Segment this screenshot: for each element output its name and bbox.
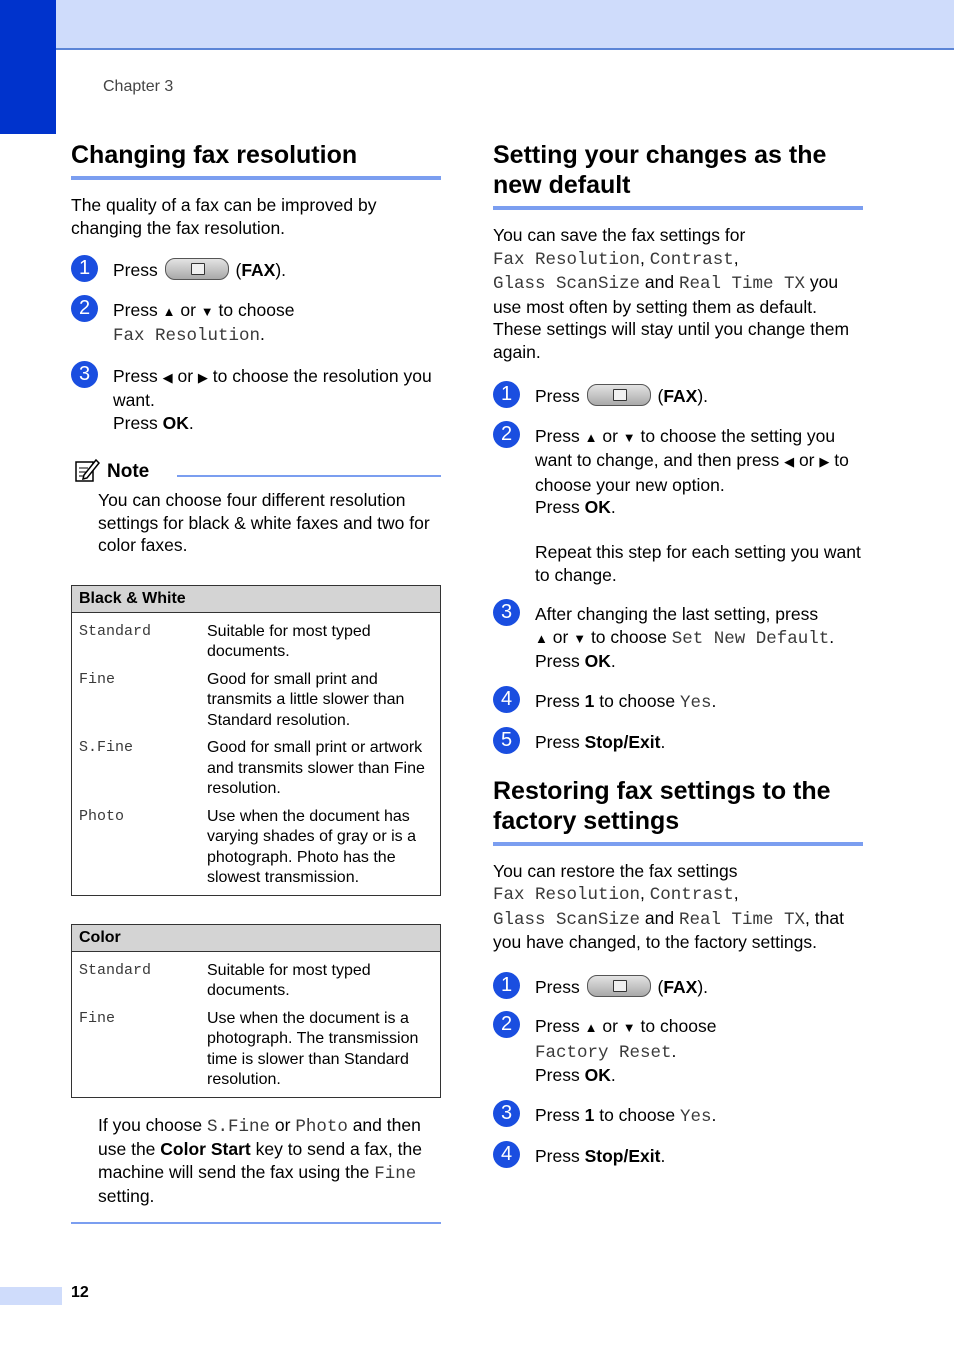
menu-option: Fax Resolution [113, 326, 261, 346]
step-number: 4 [493, 1141, 520, 1168]
steps-list [71, 259, 441, 434]
header-bar [0, 0, 954, 50]
right-column [493, 140, 863, 1185]
note-divider [177, 475, 441, 477]
step-4: 4 Press Stop/Exit. [493, 1145, 863, 1168]
footer-tab [0, 1287, 62, 1305]
step-3: 3 Press ◀ or ▶ to choose the resolution you want. Press OK. [71, 365, 441, 435]
steps-list [493, 973, 863, 1168]
table-row: S.Fine Good for small print or artwork and transmits slower than Fine resolution. [79, 739, 425, 797]
step-number: 2 [493, 1011, 520, 1038]
step-number: 1 [71, 255, 98, 282]
intro-text: You can save the fax settings for Fax Resolution, Contrast, Glass ScanSize and Real Time TX you use most often by setting them as default. These settings will stay until you change them again. [493, 225, 850, 362]
step-1: 1 Press (FAX). [71, 259, 441, 282]
step-2: 2 Press ▲ or ▼ to choose the setting you want to change, and then press ◀ or ▶ to choose your new option. Press OK. Repeat this step for each setting you want to change. [493, 425, 863, 587]
step-number: 5 [493, 727, 520, 754]
table-row: Standard Suitable for most typed documents. [79, 961, 371, 999]
section-title: Setting your changes as the new default [493, 140, 863, 210]
up-arrow-icon: ▲ [535, 630, 548, 646]
fax-button-icon [165, 258, 229, 280]
step-number: 2 [493, 421, 520, 448]
step-4: 4 Press 1 to choose Yes. [493, 690, 863, 715]
left-arrow-icon: ◀ [784, 454, 795, 469]
table-header: Color [72, 924, 441, 951]
note-header [71, 459, 441, 485]
bw-resolution-table [71, 585, 441, 896]
note-text: You can choose four different resolution settings for black & white faxes and two for color faxes. [98, 490, 430, 555]
step-2: 2 Press ▲ or ▼ to choose Fax Resolution. [71, 299, 441, 348]
right-arrow-icon: ▶ [197, 369, 208, 385]
down-arrow-icon: ▼ [573, 630, 587, 646]
section-title: Restoring fax settings to the factory settings [493, 776, 863, 846]
table-header: Black & White [72, 585, 441, 612]
step-1: 1 Press (FAX). [493, 385, 863, 408]
note-pencil-icon [74, 457, 100, 483]
step-3: 3 Press 1 to choose Yes. [493, 1104, 863, 1129]
steps-list [493, 385, 863, 754]
table-row: Fine Use when the document is a photograph. The transmission time is slower than Standard resolution. [79, 1009, 419, 1088]
down-arrow-icon: ▼ [622, 1020, 636, 1035]
menu-option: Yes [679, 1106, 712, 1127]
step-number: 3 [71, 361, 98, 388]
table-row: Standard Suitable for most typed documents. [79, 622, 371, 660]
table-row: Photo Use when the document has varying shades of gray or is a photograph. Photo has the slowest transmission. [79, 807, 416, 886]
step-2: 2 Press ▲ or ▼ to choose Factory Reset. Press OK. [493, 1015, 863, 1087]
left-arrow-icon: ◀ [162, 369, 173, 385]
up-arrow-icon: ▲ [584, 429, 598, 445]
step-number: 3 [493, 599, 520, 626]
color-resolution-table [71, 924, 441, 1098]
step-number: 1 [493, 381, 520, 408]
menu-option: Factory Reset [535, 1042, 672, 1063]
step-number: 2 [71, 295, 98, 322]
intro-text: You can restore the fax settings Fax Resolution, Contrast, Glass ScanSize and Real Time TX, that you have changed, to the factory settings. [493, 860, 844, 952]
menu-option: Set New Default [671, 628, 830, 649]
right-arrow-icon: ▶ [819, 454, 830, 469]
menu-option: Yes [679, 692, 712, 713]
step-1: 1 Press (FAX). [493, 976, 863, 999]
down-arrow-icon: ▼ [622, 429, 636, 445]
chapter-tab [0, 0, 56, 134]
note-label: Note [107, 461, 150, 482]
page-number: 12 [71, 1284, 89, 1301]
table-row: Fine Good for small print and transmits a little slower than Standard resolution. [79, 670, 405, 729]
chapter-label: Chapter 3 [103, 78, 174, 95]
step-5: 5 Press Stop/Exit. [493, 731, 863, 754]
step-number: 3 [493, 1100, 520, 1127]
intro-text: The quality of a fax can be improved by changing the fax resolution. [71, 195, 377, 238]
step-number: 4 [493, 686, 520, 713]
fax-button-icon [587, 384, 651, 406]
fax-button-icon [587, 975, 651, 997]
left-column [71, 140, 441, 1224]
section-title: Changing fax resolution [71, 140, 441, 180]
down-arrow-icon: ▼ [200, 303, 214, 319]
color-start-note: If you choose S.Fine or Photo and then use the Color Start key to send a fax, the machine will send the fax using the Fine setting. [71, 1114, 441, 1224]
up-arrow-icon: ▲ [162, 303, 176, 319]
up-arrow-icon: ▲ [584, 1020, 598, 1035]
note-box [71, 451, 441, 1224]
step-3: 3 After changing the last setting, press ▲ or ▼ to choose Set New Default. Press OK. [493, 603, 863, 673]
step-number: 1 [493, 972, 520, 999]
